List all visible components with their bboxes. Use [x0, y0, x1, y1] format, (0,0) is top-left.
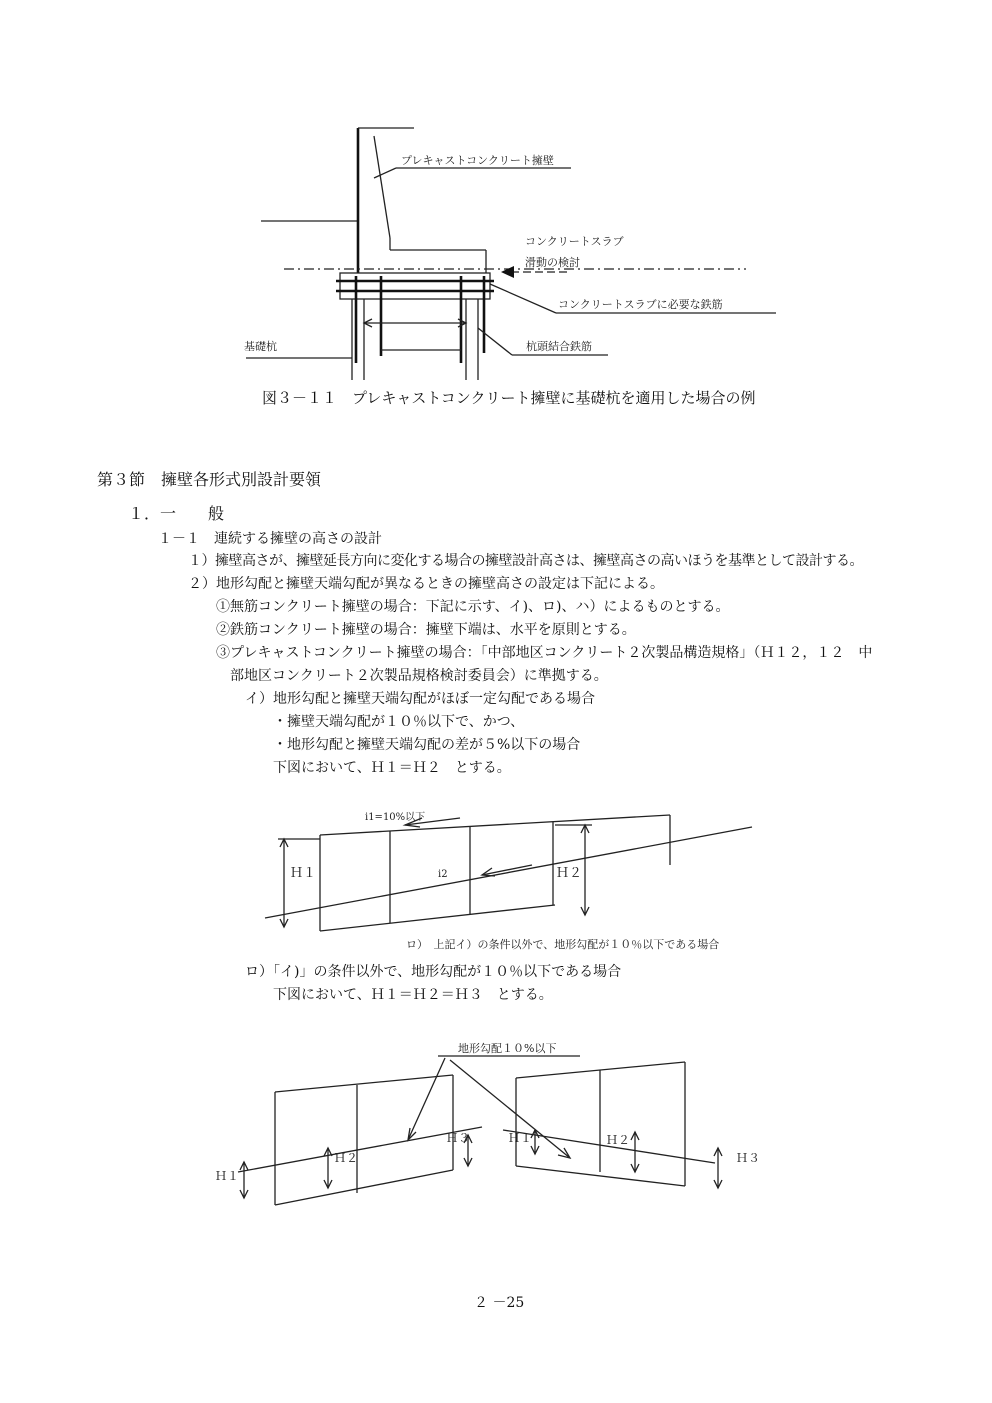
subsection-1-1: １－１ 連続する擁壁の高さの設計: [158, 531, 382, 547]
label-foundation-pile: 基礎杭: [244, 340, 277, 353]
label-h3-right: Ｈ３: [736, 1151, 761, 1165]
figure-precast-wall-piles: [236, 118, 776, 383]
label-h1-left: Ｈ１: [215, 1169, 240, 1183]
label-h1: Ｈ１: [290, 866, 317, 881]
item-2-precast-concrete: ③プレキャストコンクリート擁壁の場合：「中部地区コンクリート２次製品構造規格」（Ｈ１２，１２ 中: [216, 645, 873, 661]
section-title: 第３節 擁壁各形式別設計要領: [97, 470, 322, 489]
figure-caption-3-11: 図３－１１ プレキャストコンクリート擁壁に基礎杭を適用した場合の例: [262, 389, 756, 407]
label-terrain-slope: 地形勾配１０%以下: [458, 1042, 557, 1055]
case-ro-note: 下図において、Ｈ１＝Ｈ２＝Ｈ３ とする。: [273, 987, 553, 1003]
label-h3-left: Ｈ３: [446, 1131, 471, 1145]
label-h2: Ｈ２: [556, 866, 583, 881]
figure-2-caption: ロ） 上記イ）の条件以外で、地形勾配が１０％以下である場合: [406, 938, 720, 951]
label-sliding-check: 滑動の検討: [525, 256, 580, 269]
page-number: ２ －25: [474, 1295, 525, 1311]
case-ro-heading: ロ）「イ)」の条件以外で、地形勾配が１０％以下である場合: [245, 964, 622, 980]
case-i-bullet-1: ・擁壁天端勾配が１０％以下で、かつ、: [273, 714, 525, 730]
item-2-plain-concrete: ①無筋コンクリート擁壁の場合：下記に示す、イ)、ロ)、ハ）によるものとする。: [216, 599, 730, 615]
label-pile-head-rebar: 杭頭結合鉄筋: [526, 340, 592, 353]
label-i2: i2: [438, 869, 448, 880]
item-1: １）擁壁高さが、擁壁延長方向に変化する場合の擁壁設計高さは、擁壁高さの高いほうを基準として設計する。: [188, 553, 863, 569]
item-2-precast-concrete-cont: 部地区コンクリート２次製品規格検討委員会）に準拠する。: [230, 668, 608, 684]
label-i1-slope: i1=10%以下: [365, 812, 426, 823]
figure-case-i: [260, 805, 760, 960]
subsection-general: １．一 般: [128, 504, 225, 523]
label-h2-left: Ｈ２: [334, 1151, 359, 1165]
figure-case-ro: [210, 1030, 770, 1210]
label-concrete-slab: コンクリートスラブ: [525, 235, 624, 248]
item-2: ２）地形勾配と擁壁天端勾配が異なるときの擁壁高さの設定は下記による。: [188, 576, 664, 592]
case-i-bullet-2: ・地形勾配と擁壁天端勾配の差が５%以下の場合: [273, 737, 581, 753]
label-precast-wall: プレキャストコンクリート擁壁: [401, 154, 554, 167]
case-i-note: 下図において、Ｈ１＝Ｈ２ とする。: [273, 760, 511, 776]
case-i-heading: イ）地形勾配と擁壁天端勾配がほぼ一定勾配である場合: [245, 691, 595, 707]
label-h2-right: Ｈ２: [606, 1133, 631, 1147]
label-slab-rebar: コンクリートスラブに必要な鉄筋: [558, 298, 723, 311]
item-2-reinforced-concrete: ②鉄筋コンクリート擁壁の場合：擁壁下端は、水平を原則とする。: [216, 622, 636, 638]
label-h1-right: Ｈ１: [508, 1131, 533, 1145]
